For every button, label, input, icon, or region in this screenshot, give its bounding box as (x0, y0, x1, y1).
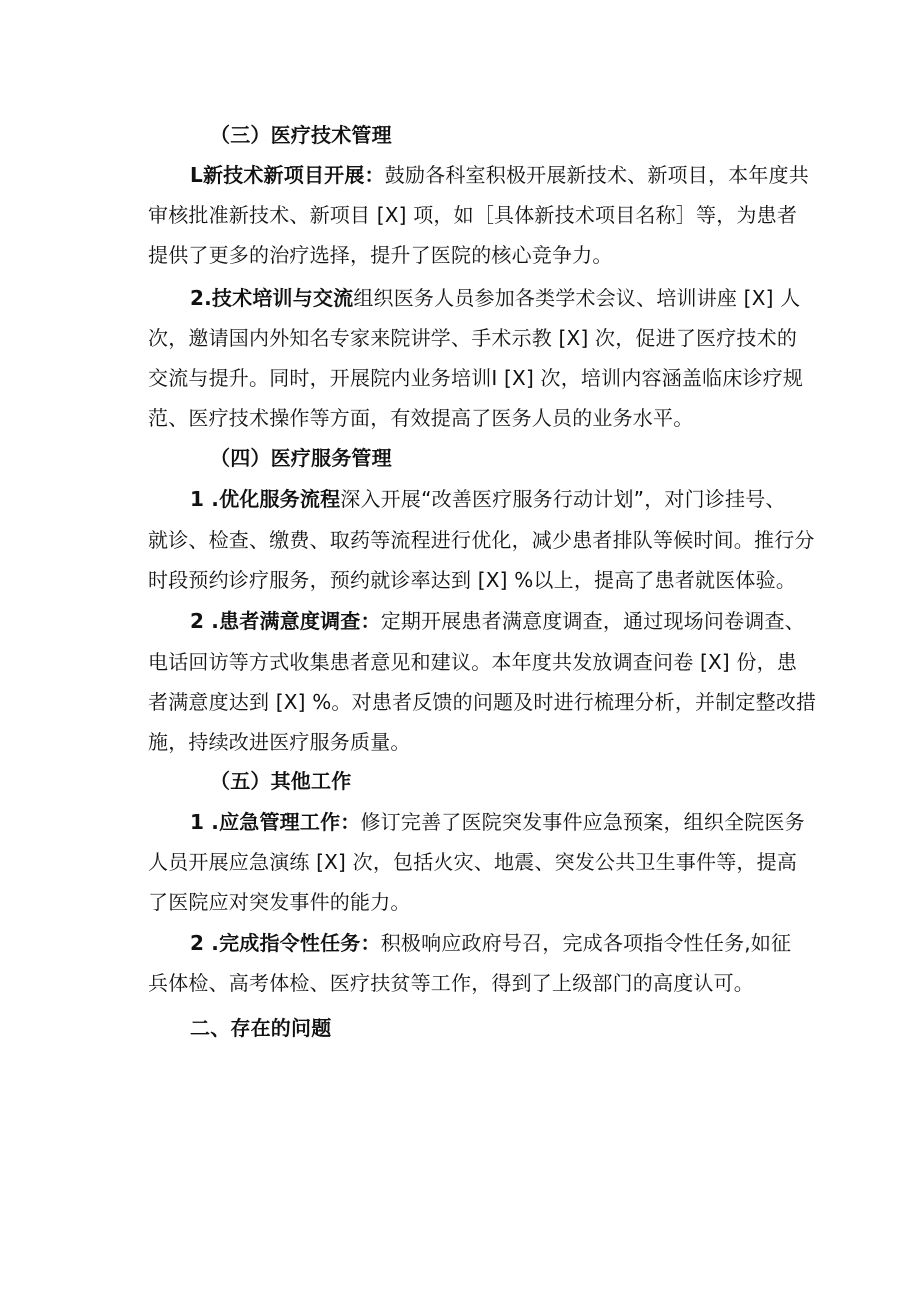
paragraph-line: 交流与提升。同时，开展院内业务培训I [X] 次，培训内容涵盖临床诊疗规 (148, 366, 804, 390)
section-heading: （五）其他工作 (210, 769, 352, 793)
paragraph-text: 定期开展患者满意度调查，通过现场问卷调查、 (380, 609, 805, 633)
paragraph-line: 审核批准新技术、新项目 [X] 项，如［具体新技术项目名称］等，为患者 (148, 203, 798, 227)
paragraph-line: 就诊、检查、缴费、取药等流程进行优化，减少患者排队等候时间。推行分 (148, 528, 815, 552)
paragraph-line: 施，持续改进医疗服务质量。 (148, 730, 411, 754)
item-label: 1 .优化服务流程 (190, 487, 341, 511)
paragraph-line: 提供了更多的治疗选择，提升了医院的核心竞争力。 (148, 243, 613, 267)
paragraph-line: 兵体检、高考体检、医疗扶贫等工作，得到了上级部门的高度认可。 (148, 971, 754, 995)
paragraph-line: 电话回访等方式收集患者意见和建议。本年度共发放调查问卷 [X] 份，患 (148, 650, 798, 674)
paragraph-line (190, 161, 809, 189)
paragraph-text: 组织医务人员参加各类学术会议、培训讲座 [X] 人 (353, 286, 801, 310)
paragraph-line (190, 929, 791, 957)
paragraph-line (190, 284, 800, 312)
paragraph-line: 范、医疗技术操作等方面，有效提高了医务人员的业务水平。 (148, 406, 694, 430)
item-label: 2.技术培训与交流 (190, 286, 354, 310)
paragraph-line: 人员开展应急演练 [X] 次，包括火灾、地震、突发公共卫生事件等，提高 (148, 850, 798, 874)
paragraph-line: 时段预约诊疗服务，预约就诊率达到 [X] %以上，提高了患者就医体验。 (148, 568, 797, 592)
chapter-heading: 二、存在的问题 (190, 1016, 332, 1040)
item-label: 1 .应急管理工作： (190, 810, 361, 834)
paragraph-line: 了医院应对突发事件的能力。 (148, 890, 411, 914)
paragraph-line (190, 607, 805, 635)
paragraph-text: 鼓励各科室积极开展新技术、新项目，本年度共 (384, 163, 809, 187)
paragraph-line (190, 808, 805, 836)
item-label: 2 .患者满意度调查： (190, 609, 381, 633)
paragraph-line: 次，邀请国内外知名专家来院讲学、手术示教 [X] 次，促进了医疗技术的 (148, 326, 798, 350)
paragraph-line: 者满意度达到 [X] %。对患者反馈的问题及时进行梳理分析，并制定整改措 (148, 690, 817, 714)
paragraph-line (190, 485, 786, 513)
paragraph-text: 深入开展“改善医疗服务行动计划”，对门诊挂号、 (340, 487, 786, 511)
section-heading: （四）医疗服务管理 (210, 446, 392, 470)
item-label: L新技术新项目开展： (190, 163, 385, 187)
item-label: 2 .完成指令性任务： (190, 931, 381, 955)
section-heading: （三）医疗技术管理 (210, 123, 392, 147)
paragraph-text: 积极响应政府号召，完成各项指令性任务,如征 (380, 931, 792, 955)
paragraph-text: 修订完善了医院突发事件应急预案，组织全院医务 (360, 810, 805, 834)
